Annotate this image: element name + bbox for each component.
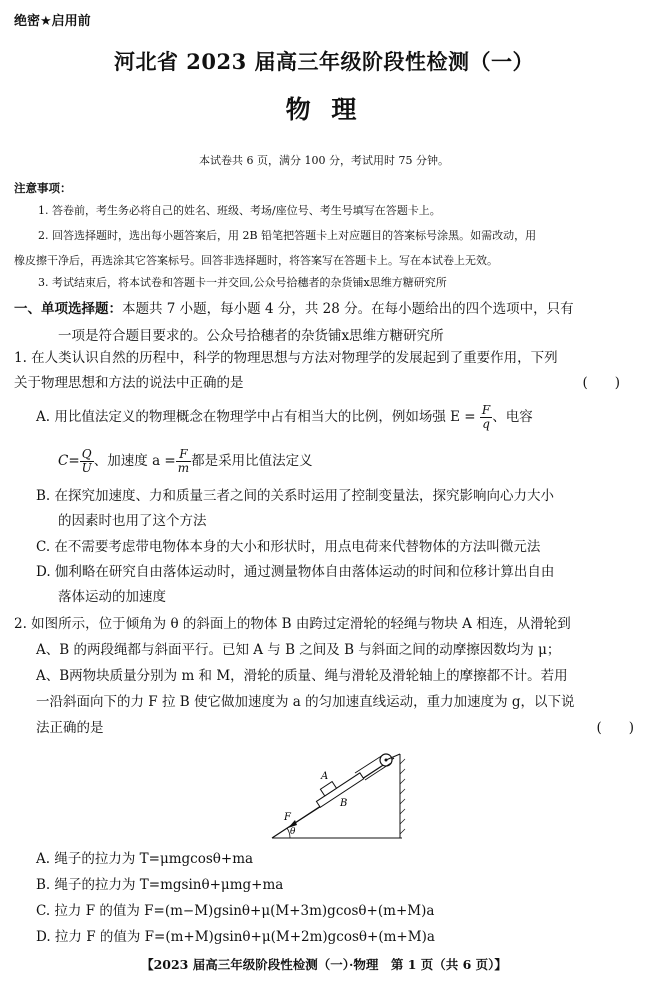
q1-stem-1: 1. 在人类认识自然的历程中，科学的物理思想与方法对物理学的发展起到了重要作用，下列 (14, 350, 558, 366)
q1-frac-den: q (482, 417, 490, 431)
q1-frac-num: Q (80, 448, 94, 462)
label-a: A (321, 771, 329, 782)
q2-stem-1: 2. 如图所示，位于倾角为 θ 的斜面上的物体 B 由跨过定滑轮的轻绳与物块 A 相连，从滑轮到 (14, 616, 571, 632)
q2-stem-2: A、B 的两段绳都与斜面平行。已知 A 与 B 之间及 B 与斜面之间的动摩擦因数均为 μ； (36, 642, 561, 658)
q1-frac-num: F (481, 403, 491, 417)
q1-fraction-f-q (480, 404, 492, 431)
q1-answer-paren: ( ) (582, 375, 620, 391)
q1-fraction-f-m (176, 448, 191, 475)
section-desc-2: 一项是符合题目要求的。公众号拾穗者的杂货铺x思维方糖研究所 (58, 328, 444, 344)
confidential-mark: 绝密★启用前 (14, 14, 91, 29)
subject-title: 物 理 (285, 95, 363, 124)
q1-option-a (36, 404, 533, 431)
q1-frac-den: U (81, 461, 92, 475)
note-1: 1. 答卷前，考生务必将自己的姓名、班级、考场/座位号、考生号填写在答题卡上。 (38, 204, 441, 217)
q1-option-d-cont: 落体运动的加速度 (58, 589, 166, 605)
q2-option-c: C. 拉力 F 的值为 F=(m−M)gsinθ+μ(M+3m)gcosθ+(m+M)a (36, 903, 435, 919)
label-theta: θ (290, 827, 296, 837)
q1-accel-text: 、加速度 a = (93, 453, 176, 469)
rope-upper (355, 755, 383, 773)
q2-stem-4: 一沿斜面向下的力 F 拉 B 使它做加速度为 a 的匀加速直线运动，重力加速度为 g，以下说 (36, 694, 575, 710)
note-3: 3. 考试结束后，将本试卷和答题卡一并交回,公众号拾穗者的杂货铺x思维方糖研究所 (38, 276, 447, 289)
q2-option-b: B. 绳子的拉力为 T=mgsinθ+μmg+ma (36, 877, 284, 893)
q1-frac-den: m (177, 461, 190, 475)
label-f: F (284, 812, 291, 823)
q2-answer-paren: ( ) (596, 720, 634, 736)
q2-option-d: D. 拉力 F 的值为 F=(m+M)gsinθ+μ(M+2m)gcosθ+(m+M)a (36, 929, 435, 945)
section-heading (14, 296, 638, 350)
note-2: 2. 回答选择题时，选出每小题答案后，用 2B 铅笔把答题卡上对应题目的答案标号涂黑。如需改动，用 (38, 229, 537, 242)
q2-stem-5 (36, 716, 634, 741)
q1-stem-2-text: 关于物理思想和方法的说法中正确的是 (14, 375, 244, 391)
exam-info: 本试卷共 6 页，满分 100 分，考试用时 75 分钟。 (199, 154, 449, 167)
wall-hatch (400, 759, 405, 834)
q2-stem-5-text: 法正确的是 (36, 720, 104, 736)
section-label: 一、单项选择题： (14, 301, 122, 317)
q1-option-b-cont: 的因素时也用了这个方法 (58, 513, 207, 529)
q1-capacitance: C= (58, 453, 80, 469)
note-2-cont: 橡皮擦干净后，再选涂其它答案标号。回答非选择题时，将答案写在答题卡上。写在本试卷上无效。 (14, 254, 498, 267)
exam-title: 河北省 2023 届高三年级阶段性检测（一） (113, 49, 535, 74)
force-f-arrow (292, 807, 320, 825)
q1-frac-num: F (176, 448, 191, 462)
q1-stem-2 (14, 371, 634, 396)
q1-fraction-q-u (80, 448, 94, 475)
rope-lower (365, 763, 391, 780)
q2-option-a: A. 绳子的拉力为 T=μmgcosθ+ma (36, 851, 254, 867)
q2-stem-3: A、B两物块质量分别为 m 和 M，滑轮的质量、绳与滑轮及滑轮轴上的摩擦都不计。若用 (36, 668, 568, 684)
notes-heading: 注意事项： (14, 181, 72, 195)
q1-option-a-cont (58, 448, 313, 475)
label-b: B (340, 798, 348, 809)
q1-option-d: D. 伽利略在研究自由落体运动时，通过测量物体自由落体运动的时间和位移计算出自由 (36, 564, 555, 580)
q1-option-a-end: 都是采用比值法定义 (191, 453, 313, 469)
section-desc: 本题共 7 小题，每小题 4 分，共 28 分。在每小题给出的四个选项中，只有 (122, 301, 574, 317)
q1-option-a-text: A. 用比值法定义的物理概念在物理学中占有相当大的比例，例如场强 E = (36, 409, 476, 425)
q1-option-a-tail: 、电容 (492, 409, 533, 425)
q1-option-b: B. 在探究加速度、力和质量三者之间的关系时运用了控制变量法，探究影响向心力大小 (36, 488, 555, 504)
page-footer: 【2023 届高三年级阶段性检测（一）·物理 第 1 页（共 6 页）】 (141, 957, 507, 972)
q1-option-c: C. 在不需要考虑带电物体本身的大小和形状时，用点电荷来代替物体的方法叫微元法 (36, 539, 541, 555)
incline-diagram (262, 740, 412, 844)
